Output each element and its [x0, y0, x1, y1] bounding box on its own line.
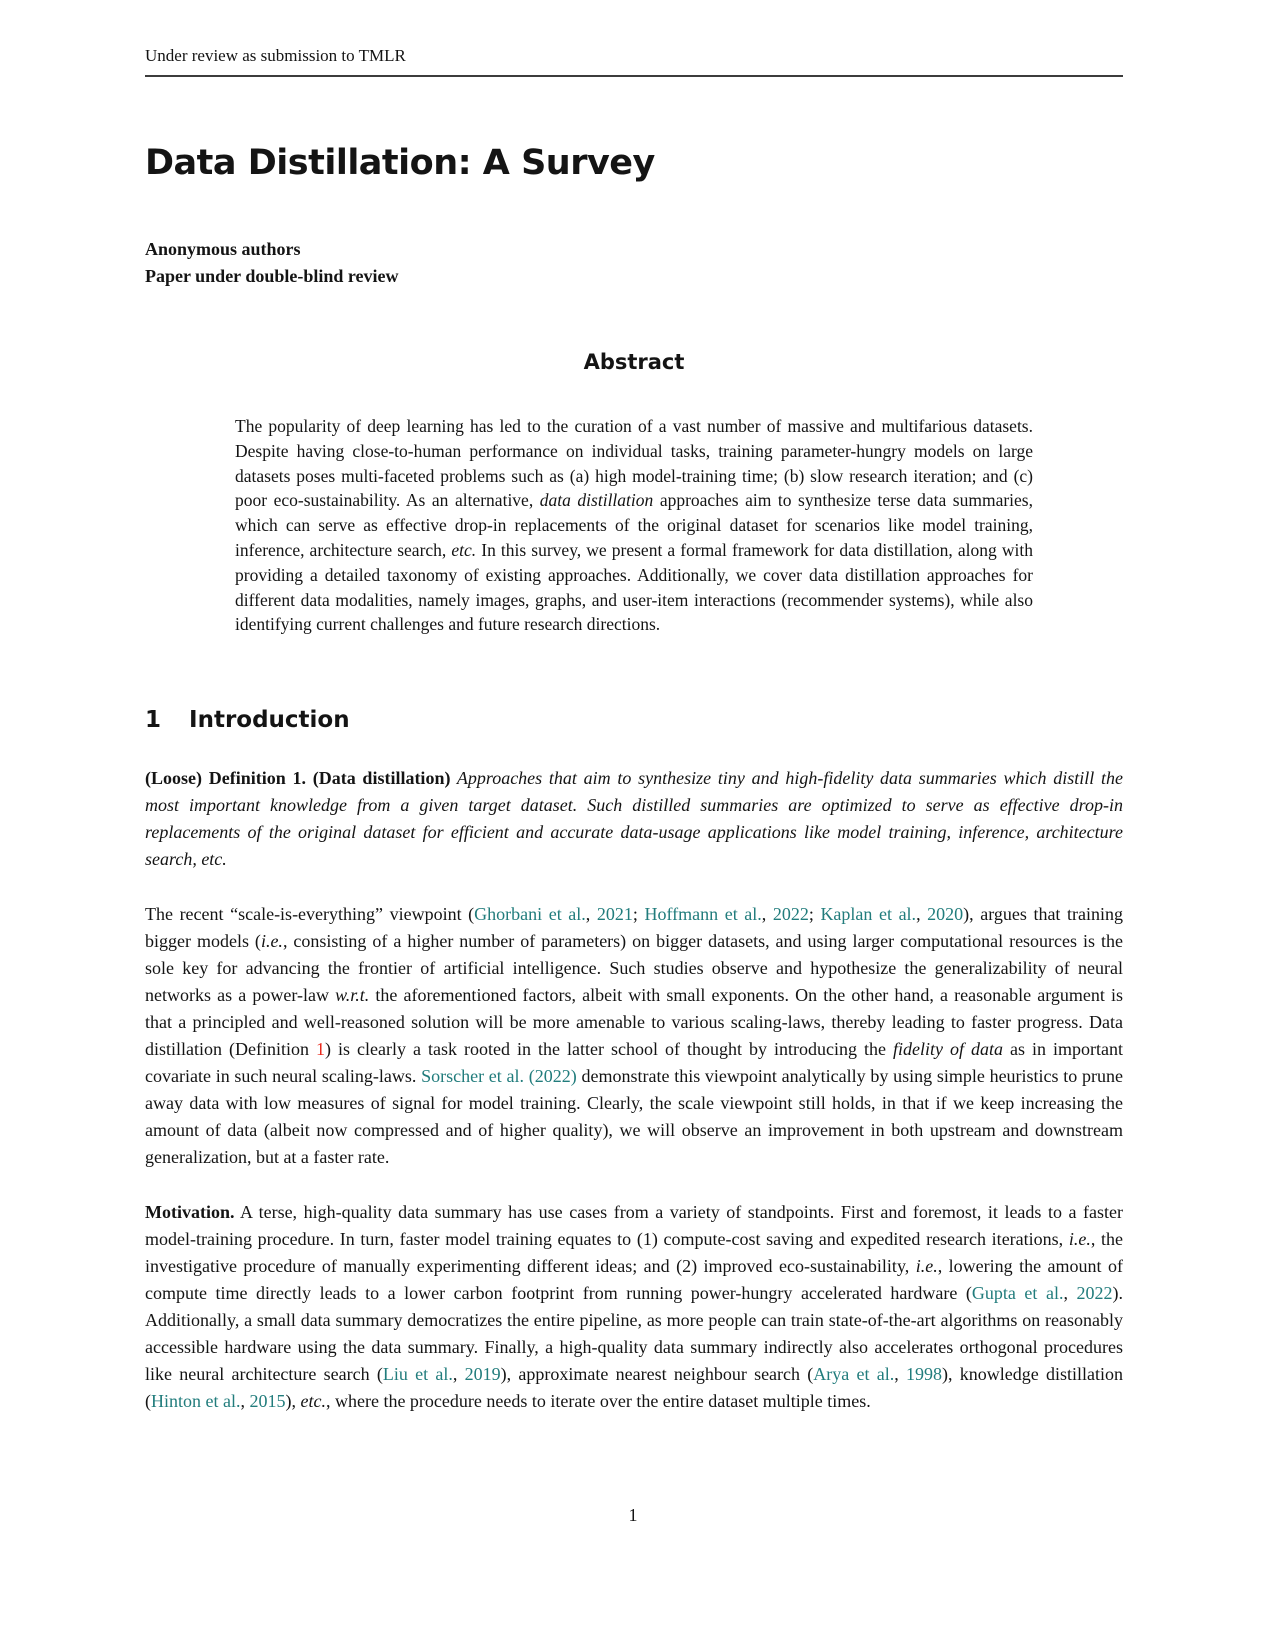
abstract-heading: Abstract [583, 350, 685, 374]
author-line-anonymous: Anonymous authors [145, 239, 301, 259]
text-segment: ), [285, 1391, 301, 1412]
page-content [145, 0, 1123, 1415]
text-segment: the aforementioned factors, albeit with small exponents. On the other hand, a reasonable argument is that a principled and well-reasoned solution will be more amenable to various scaling-laws, thereby leading to faster progress. Data distillation (Definition [145, 985, 1123, 1060]
text-segment: i.e. [915, 1256, 938, 1277]
running-head-text: Under review as submission to TMLR [145, 46, 406, 65]
section-title: Introduction [189, 707, 350, 734]
citation-link[interactable]: Gupta et al. [971, 1283, 1064, 1304]
author-line-review-status: Paper under double-blind review [145, 266, 399, 286]
text-segment: Approaches that aim to synthesize tiny and high-fidelity data summaries which distill the most important knowledge from a given target dataset. Such distilled summaries are optimized to serve as effective drop-in replacements of the original dataset for efficient and accurate data-usage applications like model training, inference, architecture search, etc. [145, 768, 1123, 870]
text-segment: etc. [451, 539, 477, 560]
section-number: 1 [145, 707, 162, 734]
citation-link[interactable]: 2015 [249, 1391, 286, 1412]
author-block [145, 236, 1123, 290]
citation-link[interactable]: Sorscher et al. (2022) [421, 1066, 577, 1087]
text-segment: as in important covariate in such neural scaling-laws. [145, 1039, 1123, 1087]
text-segment: (Loose) Definition 1. (Data distillation) [145, 768, 451, 789]
text-segment: , consisting of a higher number of parameters) on bigger datasets, and using larger computational resources is the sole key for advancing the frontier of artificial intelligence. Such studies observe and hypothesize the generalizability of neural networks as a power-law [145, 931, 1123, 1006]
definition-ref-link[interactable]: 1 [316, 1039, 325, 1060]
citation-link[interactable]: 2022 [772, 904, 809, 925]
text-segment: The popularity of deep learning has led to the curation of a vast number of massive and multifarious datasets. Despite having close-to-human performance on individual tasks, training parameter-hungry models on large datasets poses multi-faceted problems such as (a) high model-training time; (b) slow research iteration; and (c) poor eco-sustainability. As an alternative, [235, 416, 1033, 511]
citation-link[interactable]: 2022 [1076, 1283, 1113, 1304]
text-segment: i.e. [1068, 1229, 1091, 1250]
text-segment: , [761, 904, 773, 925]
citation-link[interactable]: Kaplan et al. [820, 904, 917, 925]
citation-link[interactable]: Hoffmann et al. [644, 904, 762, 925]
text-segment: , where the procedure needs to iterate over the entire dataset multiple times. [325, 1391, 871, 1412]
page-number: 1 [628, 1505, 638, 1525]
text-segment: demonstrate this viewpoint analytically by using simple heuristics to prune away data with low measures of signal for model training. Clearly, the scale viewpoint still holds, in that if we keep increasing the amount of data (albeit now compressed and of higher quality), we will observe an improvement in both upstream and downstream generalization, but at a faster rate. [145, 1066, 1124, 1168]
text-segment: ; [808, 904, 821, 925]
paper-title: Data Distillation: A Survey [145, 143, 655, 183]
text-segment: data distillation [539, 490, 654, 511]
text-segment: , [894, 1364, 907, 1385]
abstract-paragraph [235, 414, 1033, 637]
text-segment: ), approximate nearest neighbour search ( [500, 1364, 814, 1385]
text-segment: In this survey, we present a formal framework for data distillation, along with providing a detailed taxonomy of existing approaches. Additionally, we cover data distillation approaches for different data modalities, namely images, graphs, and user-item interactions (recommender systems), while also identifying current challenges and future research directions. [235, 539, 1033, 635]
running-head [145, 46, 1123, 77]
scale-paragraph [145, 901, 1123, 1171]
text-segment: A terse, high-quality data summary has use cases from a variety of standpoints. First and foremost, it leads to a faster model-training procedure. In turn, faster model training equates to (1) compute-cost saving and expedited research iterations, [145, 1202, 1123, 1250]
citation-link[interactable]: 1998 [906, 1364, 943, 1385]
citation-link[interactable]: Ghorbani et al. [474, 904, 586, 925]
text-segment: ), knowledge distillation ( [145, 1364, 1124, 1412]
text-segment: , [1063, 1283, 1077, 1304]
text-segment: , [240, 1391, 250, 1412]
text-segment: w.r.t. [335, 985, 370, 1006]
text-segment: ; [632, 904, 645, 925]
citation-link[interactable]: Hinton et al. [151, 1391, 241, 1412]
motivation-paragraph [145, 1199, 1123, 1415]
text-segment: approaches aim to synthesize terse data summaries, which can serve as effective drop-in replacements of the original dataset for scenarios like model training, inference, architecture search, [235, 490, 1033, 560]
text-segment: , [452, 1364, 465, 1385]
text-segment: , lowering the amount of compute time directly leads to a lower carbon footprint from running power-hungry accelerated hardware ( [145, 1256, 1123, 1304]
citation-link[interactable]: 2019 [464, 1364, 501, 1385]
text-segment: ). Additionally, a small data summary democratizes the entire pipeline, as more people can train state-of-the-art algorithms on reasonably accessible hardware using the data summary. Finally, a high-quality data summary indirectly also accelerates orthogonal procedures like neural architecture search ( [145, 1283, 1123, 1385]
text-segment: , [585, 904, 597, 925]
text-segment: Motivation. [145, 1202, 235, 1223]
definition-paragraph [145, 765, 1123, 873]
text-segment: etc. [300, 1391, 326, 1412]
text-segment: ) is clearly a task rooted in the latter school of thought by introducing the [325, 1039, 893, 1060]
citation-link[interactable]: Liu et al. [382, 1364, 453, 1385]
text-segment: , [916, 904, 928, 925]
text-segment: i.e. [260, 931, 283, 952]
section-heading-introduction [145, 707, 1123, 733]
citation-link[interactable]: Arya et al. [813, 1364, 895, 1385]
text-segment: fidelity of data [892, 1039, 1003, 1060]
text-segment: ), argues that training bigger models ( [145, 904, 1123, 952]
text-segment: , the investigative procedure of manually experimenting different ideas; and (2) improved eco-sustainability, [145, 1229, 1123, 1277]
citation-link[interactable]: 2021 [596, 904, 633, 925]
citation-link[interactable]: 2020 [927, 904, 964, 925]
text-segment: The recent “scale-is-everything” viewpoint ( [145, 904, 475, 925]
